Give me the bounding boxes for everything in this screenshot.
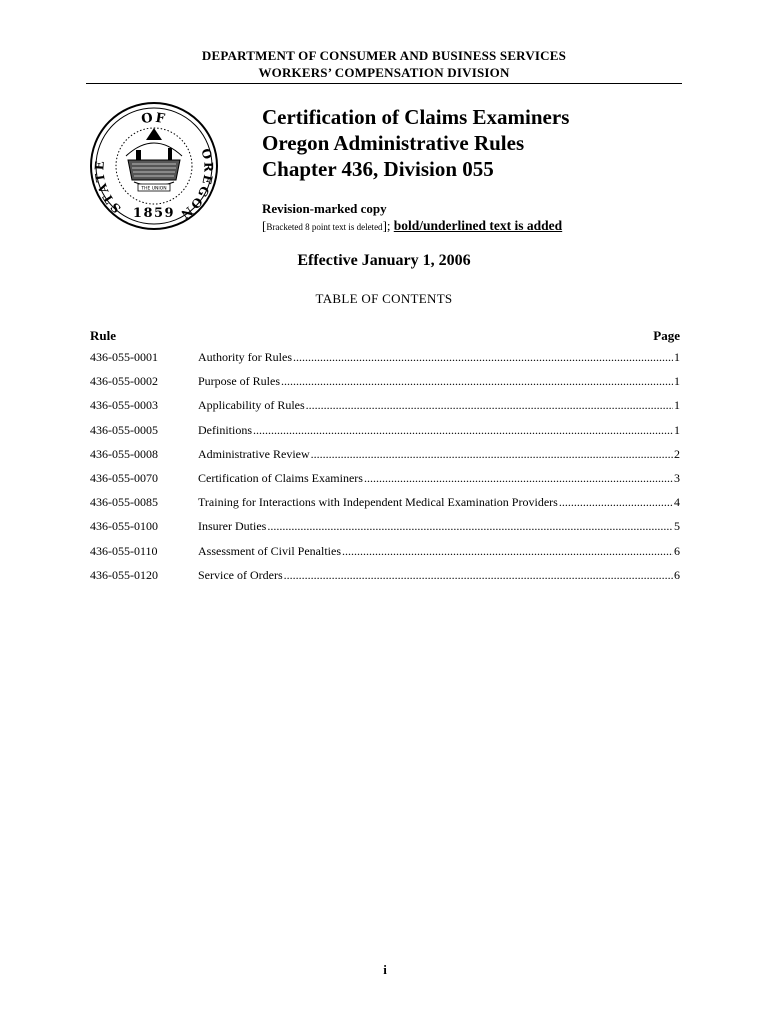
revision-label: Revision-marked copy [262,201,387,216]
seal-year: 1859 [132,206,176,221]
toc-entry-title: Administrative Review [198,446,310,461]
toc-rule-number: 436-055-0003 [90,398,158,413]
toc-entry-title: Applicability of Rules [198,398,305,413]
toc-page-number: 2 [674,446,680,461]
agency-header [86,47,682,81]
page-number-footer: i [383,962,387,977]
toc-page-number: 6 [674,567,680,582]
seal-right-text: OREGON [176,147,216,223]
division-name: WORKERS’ COMPENSATION DIVISION [258,65,510,80]
toc-leader-dots [342,544,673,559]
effective-date: Effective January 1, 2006 [297,252,471,269]
title-line-2: Oregon Administrative Rules [262,131,525,155]
seal-top-text: OF [140,110,168,128]
toc-row[interactable] [90,495,680,519]
toc-page-number: 1 [674,398,680,413]
toc-entry-title: Definitions [198,422,252,437]
revision-added-note: bold/underlined text is added [393,218,563,233]
toc-rule-number: 436-055-0001 [90,350,158,364]
toc-page-number: 1 [674,374,680,389]
toc-entry-title: Insurer Duties [198,519,267,534]
seal-left-text: STATE [92,158,124,216]
toc-page-number: 3 [674,470,680,485]
toc-leader-dots [364,471,673,486]
revision-deleted-note: Bracketed 8 point text is deleted [266,222,383,232]
toc-rule-number: 436-055-0005 [90,422,158,437]
toc-page-number: 1 [674,422,680,437]
toc-leader-dots [281,374,673,389]
svg-text:STATE [92,159,123,216]
toc-page-number: 1 [674,350,680,364]
toc-leader-dots [311,447,673,462]
oregon-state-seal-icon [88,100,220,232]
toc-entry-title: Assessment of Civil Penalties [198,543,341,558]
toc-row[interactable] [90,423,680,447]
toc-row[interactable] [90,544,680,568]
revision-note [262,218,562,234]
toc-leader-dots [284,568,673,583]
toc-rule-number: 436-055-0110 [90,543,158,558]
toc-rule-number: 436-055-0070 [90,470,158,485]
toc-page-number: 6 [674,543,680,558]
toc-row[interactable] [90,398,680,422]
toc-rule-number: 436-055-0008 [90,446,158,461]
toc-entry-title: Purpose of Rules [198,374,280,389]
seal-banner-text: THE UNION [141,186,167,192]
toc-row[interactable] [90,568,680,592]
toc-leader-dots [559,495,673,510]
toc-page-column-header: Page [653,328,680,343]
toc-page-number: 5 [674,519,680,534]
header-divider [86,83,682,84]
toc-row[interactable] [90,471,680,495]
toc-rule-number: 436-055-0085 [90,495,158,510]
document-title [262,104,702,182]
toc-page-number: 4 [674,495,680,510]
agency-name: DEPARTMENT OF CONSUMER AND BUSINESS SERVICES [201,48,567,63]
toc-leader-dots [293,350,673,365]
svg-text:OREGON [177,147,216,223]
toc-leader-dots [267,519,673,534]
toc-rule-number: 436-055-0100 [90,519,158,534]
title-line-3: Chapter 436, Division 055 [262,157,494,181]
toc-row[interactable] [90,519,680,543]
toc-rule-column-header: Rule [90,328,116,343]
table-of-contents [90,350,680,592]
revision-open-bracket: [ [262,218,267,233]
revision-close-bracket: ]; [382,218,391,233]
toc-entry-title: Training for Interactions with Independent Medical Examination Providers [198,495,558,510]
toc-entry-title: Service of Orders [198,567,283,582]
toc-row[interactable] [90,350,680,374]
toc-entry-title: Authority for Rules [198,350,292,364]
svg-text:OF [140,111,167,128]
toc-title: TABLE OF CONTENTS [315,291,453,306]
toc-leader-dots [306,398,673,413]
toc-rule-number: 436-055-0002 [90,374,158,389]
toc-row[interactable] [90,447,680,471]
toc-leader-dots [253,423,673,438]
title-line-1: Certification of Claims Examiners [262,105,570,129]
toc-row[interactable] [90,374,680,398]
toc-rule-number: 436-055-0120 [90,567,158,582]
toc-entry-title: Certification of Claims Examiners [198,470,363,485]
